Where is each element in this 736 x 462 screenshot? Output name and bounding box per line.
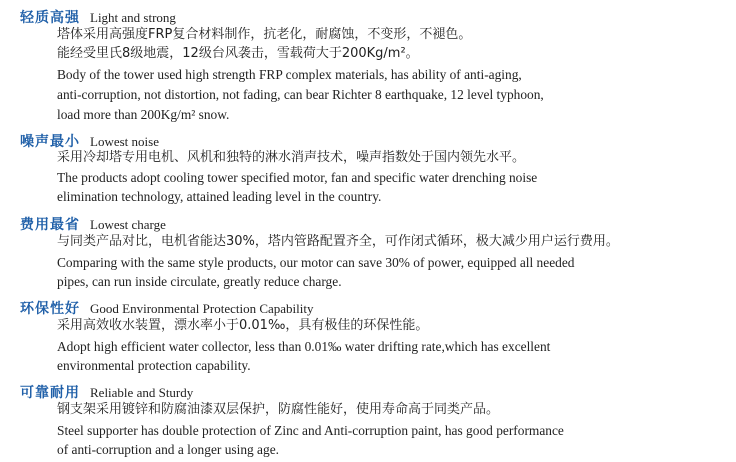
en-line: Comparing with the same style products, our motor can save 30% of power, equipped all needed xyxy=(57,255,575,270)
heading-en: Light and strong xyxy=(90,10,176,25)
heading-en: Lowest noise xyxy=(90,134,159,149)
en-line: elimination technology, attained leading level in the country. xyxy=(57,189,382,204)
zh-line: 与同类产品对比，电机省能达30%，塔内管路配置齐全，可作闭式循环，极大减少用户运行费用。 xyxy=(57,234,619,249)
heading-zh: 可靠耐用 xyxy=(20,385,80,401)
en-line: Body of the tower used high strength FRP complex materials, has ability of anti-aging, xyxy=(57,67,522,82)
heading-zh: 轻质高强 xyxy=(20,10,80,26)
en-line: The products adopt cooling tower specified motor, fan and specific water drenching noise xyxy=(57,170,538,185)
zh-line: 塔体采用高强度FRP复合材料制作，抗老化，耐腐蚀，不变形，不褪色。 xyxy=(57,27,472,42)
en-line: environmental protection capability. xyxy=(57,358,251,373)
section-heading xyxy=(20,7,176,28)
en-line: Steel supporter has double protection of Zinc and Anti-corruption paint, has good performance xyxy=(57,423,564,438)
heading-zh: 噪声最小 xyxy=(20,134,80,150)
zh-line: 钢支架采用镀锌和防腐油漆双层保护，防腐性能好，使用寿命高于同类产品。 xyxy=(57,402,500,417)
section-heading xyxy=(20,214,166,235)
heading-zh: 费用最省 xyxy=(20,217,80,233)
heading-en: Reliable and Sturdy xyxy=(90,385,194,400)
section-heading xyxy=(20,298,314,319)
zh-line: 采用冷却塔专用电机、风机和独特的淋水消声技术，噪声指数处于国内领先水平。 xyxy=(57,150,526,165)
en-line: load more than 200Kg/m² snow. xyxy=(57,107,230,122)
zh-line: 采用高效收水装置，漂水率小于0.01‰，具有极佳的环保性能。 xyxy=(57,318,429,333)
section-heading xyxy=(20,382,193,403)
en-line: pipes, can run inside circulate, greatly reduce charge. xyxy=(57,274,342,289)
heading-zh: 环保性好 xyxy=(20,301,80,317)
zh-line: 能经受里氏8级地震，12级台风袭击，雪载荷大于200Kg/m²。 xyxy=(57,46,419,61)
en-line: anti-corruption, not distortion, not fading, can bear Richter 8 earthquake, 12 level typhoon, xyxy=(57,87,544,102)
heading-en: Lowest charge xyxy=(90,217,166,232)
en-line: Adopt high efficient water collector, less than 0.01‰ water drifting rate,which has excellent xyxy=(57,339,551,354)
heading-en: Good Environmental Protection Capability xyxy=(90,301,314,316)
en-line: of anti-corruption and a longer using age. xyxy=(57,442,279,457)
